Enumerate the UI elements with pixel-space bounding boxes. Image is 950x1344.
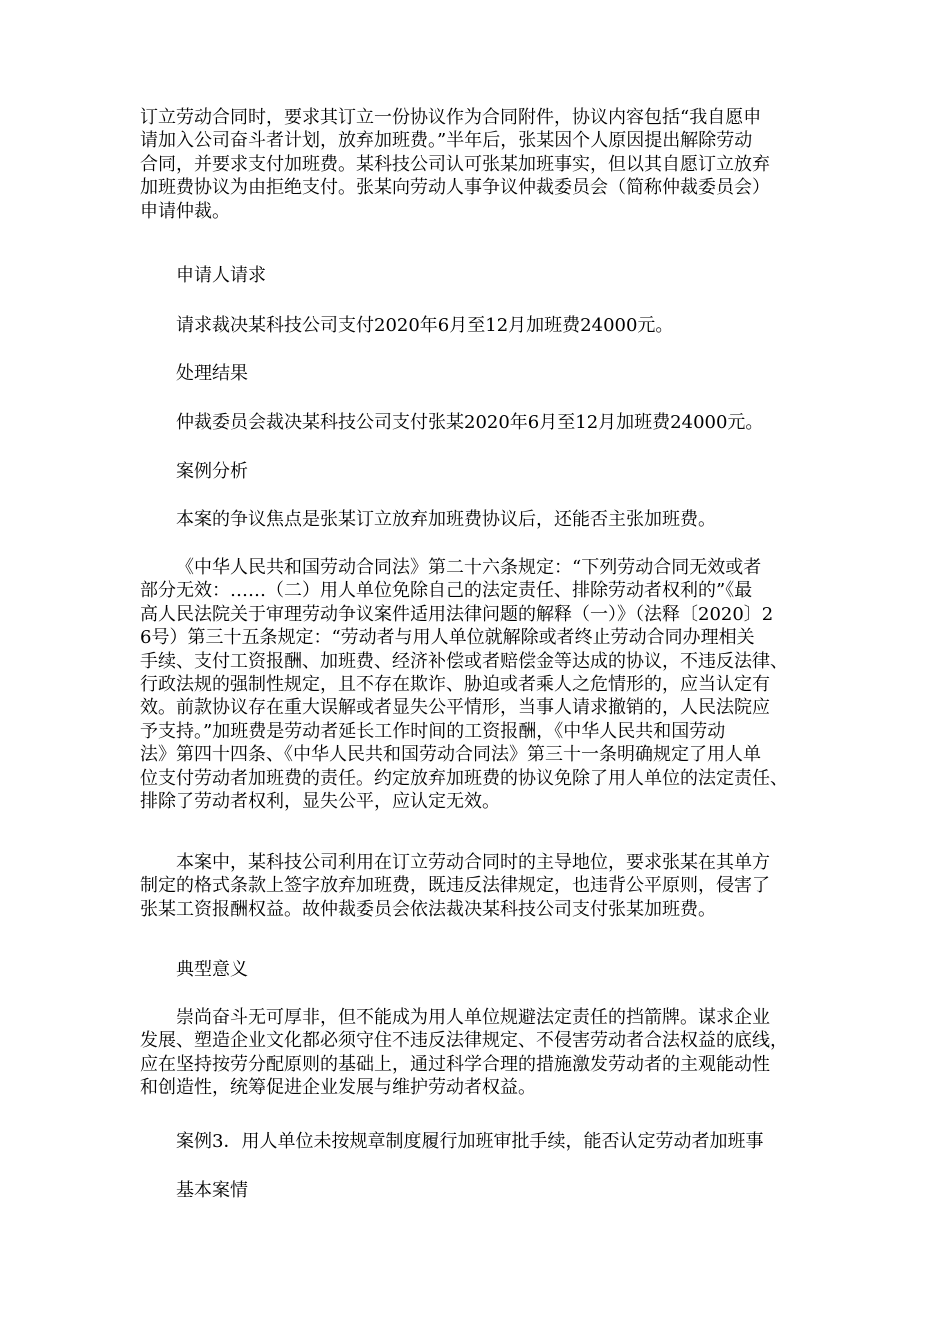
text-line: 法》第四十四条、《中华人民共和国劳动合同法》第三十一条明确规定了用人单 (140, 744, 761, 766)
heading-handling-result: 处理结果 (176, 363, 248, 384)
text-line: 本案中，某科技公司利用在订立劳动合同时的主导地位，要求张某在其单方 (176, 852, 770, 873)
text-line: 申请仲裁。 (140, 200, 230, 222)
heading-basic-facts: 基本案情 (176, 1180, 248, 1201)
text-line: 6号）第三十五条规定：“劳动者与用人单位就解除或者终止劳动合同办理相关 (140, 627, 755, 649)
text-line: 位支付劳动者加班费的责任。约定放弃加班费的协议免除了用人单位的法定责任、 (140, 767, 788, 789)
text-line: 加班费协议为由拒绝支付。张某向劳动人事争议仲裁委员会（简称仲裁委员会） (140, 177, 770, 199)
paragraph-request: 请求裁决某科技公司支付2020年6月至12月加班费24000元。 (176, 315, 674, 336)
text-line: 高人民法院关于审理劳动争议案件适用法律问题的解释（一）》（法释〔2020〕2 (140, 603, 774, 625)
text-line: 应在坚持按劳分配原则的基础上，通过科学合理的措施激发劳动者的主观能动性 (140, 1053, 770, 1075)
heading-case-3: 案例3．用人单位未按规章制度履行加班审批手续，能否认定劳动者加班事 (176, 1131, 764, 1152)
paragraph-legal-basis (140, 556, 840, 813)
paragraph-case-reasoning (140, 851, 840, 921)
text-line: 效。前款协议存在重大误解或者显失公平情形，当事人请求撤销的，人民法院应 (140, 697, 770, 719)
text-line: 请加入公司奋斗者计划，放弃加班费。”半年后，张某因个人原因提出解除劳动 (140, 130, 753, 152)
paragraph-significance (140, 1006, 840, 1100)
heading-typical-significance: 典型意义 (176, 959, 248, 980)
text-line: 和创造性，统筹促进企业发展与维护劳动者权益。 (140, 1077, 536, 1099)
text-line: 部分无效：……（二）用人单位免除自己的法定责任、排除劳动者权利的”《最 (140, 580, 753, 602)
heading-applicant-request: 申请人请求 (176, 265, 266, 286)
text-line: 订立劳动合同时，要求其订立一份协议作为合同附件，协议内容包括“我自愿申 (140, 107, 762, 128)
text-line: 张某工资报酬权益。故仲裁委员会依法裁决某科技公司支付张某加班费。 (140, 898, 716, 920)
paragraph-case-facts (140, 106, 840, 223)
text-line: 予支持。”加班费是劳动者延长工作时间的工资报酬，《中华人民共和国劳动 (140, 720, 726, 742)
text-line: 排除了劳动者权利，显失公平，应认定无效。 (140, 791, 500, 813)
paragraph-dispute-focus: 本案的争议焦点是张某订立放弃加班费协议后，还能否主张加班费。 (176, 509, 716, 530)
text-line: 《中华人民共和国劳动合同法》第二十六条规定：“下列劳动合同无效或者 (176, 557, 762, 578)
text-line: 崇尚奋斗无可厚非，但不能成为用人单位规避法定责任的挡箭牌。谋求企业 (176, 1007, 770, 1028)
text-line: 制定的格式条款上签字放弃加班费，既违反法律规定，也违背公平原则，侵害了 (140, 875, 770, 897)
paragraph-result: 仲裁委员会裁决某科技公司支付张某2020年6月至12月加班费24000元。 (176, 412, 764, 433)
heading-case-analysis: 案例分析 (176, 461, 248, 482)
text-line: 行政法规的强制性规定，且不存在欺诈、胁迫或者乘人之危情形的，应当认定有 (140, 674, 770, 696)
text-line: 发展、塑造企业文化都必须守住不违反法律规定、不侵害劳动者合法权益的底线， (140, 1030, 788, 1052)
text-line: 合同，并要求支付加班费。某科技公司认可张某加班事实，但以其自愿订立放弃 (140, 153, 770, 175)
text-line: 手续、支付工资报酬、加班费、经济补偿或者赔偿金等达成的协议，不违反法律、 (140, 650, 788, 672)
